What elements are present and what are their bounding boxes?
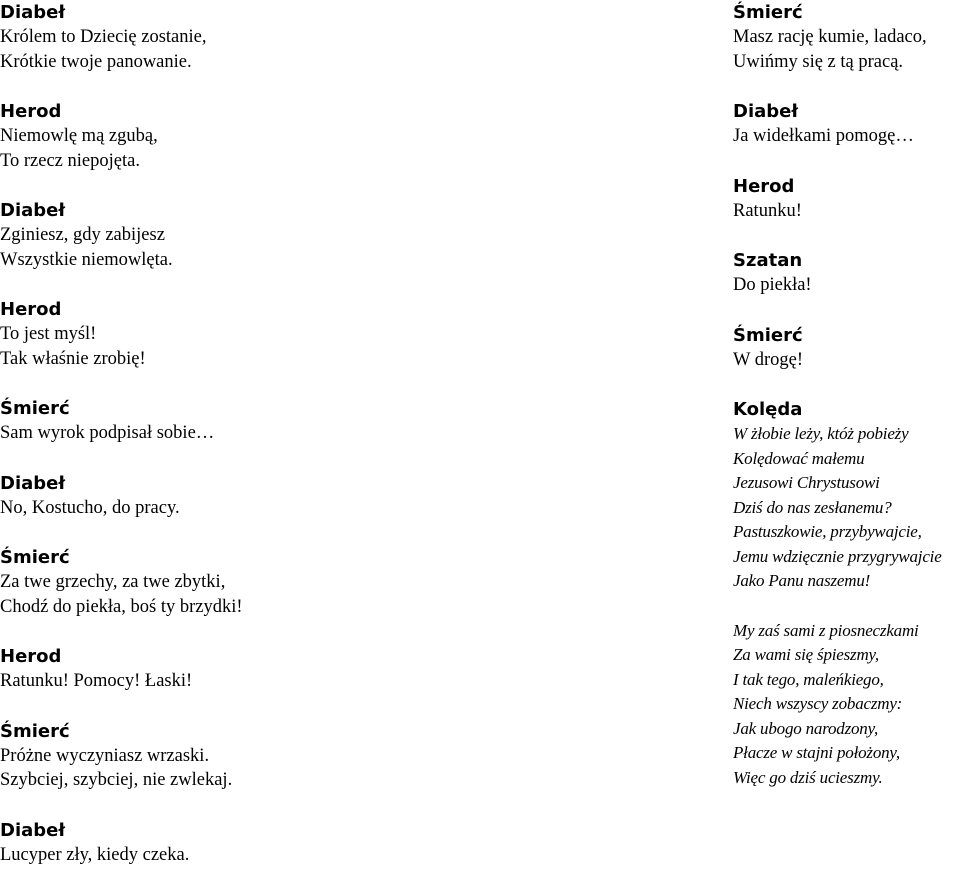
speaker-name: Szatan [733,250,803,271]
dialogue-line: Lucyper zły, kiedy czeka. [0,844,190,865]
speaker-name: Śmierć [733,2,803,23]
carol-line: Niech wszyscy zobaczmy: [733,694,903,713]
dialogue-line: Do piekła! [733,275,812,295]
speaker-name: Diabeł [0,2,66,23]
dialogue-line: Ja widełkami pomogę… [733,126,914,146]
carol-line: My zaś sami z piosneczkami [733,620,919,640]
dialogue-line: To jest myśl! [0,324,97,344]
left-column [0,0,460,867]
dialogue-block [733,248,960,298]
dialogue-line: Uwińmy się z tą pracą. [733,51,904,72]
carol-line: Dziś do nas zesłanemu? [733,497,892,517]
dialogue-block [0,644,460,694]
speaker-name: Diabeł [733,101,799,122]
speaker-name: Diabeł [0,819,66,841]
dialogue-block [733,323,960,373]
dialogue-line: W drogę! [733,349,804,370]
dialogue-block [0,818,460,868]
speaker-name: Śmierć [0,720,70,742]
dialogue-line: Niemowlę mą zgubą, [0,126,158,146]
carol-line: Pastuszkowie, przybywajcie, [733,522,922,541]
dialogue-line: Zginiesz, gdy zabijesz [0,225,165,245]
dialogue-line: Królem to Dziecię zostanie, [0,27,207,47]
carol-line: Więc go dziś ucieszmy. [733,767,883,787]
dialogue-line: Wszystkie niemowlęta. [0,249,173,270]
carol-line: Jezusowi Chrystusowi [733,473,880,492]
carol-line: I tak tego, maleńkiego, [733,669,884,689]
carol-line: Kolędować małemu [733,448,865,468]
dialogue-line: No, Kostucho, do pracy. [0,497,180,518]
speaker-name: Herod [0,299,62,320]
dialogue-block [733,174,960,224]
dialogue-block [0,0,460,74]
right-column [733,0,960,790]
dialogue-block [0,545,460,619]
dialogue-block [0,297,460,371]
carol-line: W żłobie leży, któż pobieży [733,424,909,443]
dialogue-block [0,471,460,521]
carol-line: Płacze w stajni położony, [733,743,900,762]
dialogue-line: Próżne wyczyniasz wrzaski. [0,745,210,766]
dialogue-block [0,99,460,173]
speaker-name: Diabeł [0,200,66,221]
dialogue-block [0,396,460,446]
dialogue-line: Sam wyrok podpisał sobie… [0,423,215,443]
dialogue-block [733,0,960,74]
speaker-name: Śmierć [733,324,803,346]
dialogue-line: Szybciej, szybciej, nie zwlekaj. [0,770,233,790]
dialogue-block [0,198,460,272]
carol-line: Jemu wdzięcznie przygrywajcie [733,546,942,566]
dialogue-block [0,719,460,793]
dialogue-line: To rzecz niepojęta. [0,150,140,171]
dialogue-line: Za twe grzechy, za twe zbytki, [0,572,226,592]
speaker-name: Śmierć [0,547,70,568]
dialogue-block [733,99,960,149]
speaker-name: Herod [0,101,62,122]
dialogue-line: Ratunku! Pomocy! Łaski! [0,671,193,691]
carol-line: Jak ubogo narodzony, [733,718,879,738]
speaker-name: Diabeł [0,472,66,494]
dialogue-line: Krótkie twoje panowanie. [0,51,192,72]
speaker-name: Śmierć [0,398,70,419]
dialogue-line: Chodź do piekła, boś ty brzydki! [0,596,243,617]
carol-line: Za wami się śpieszmy, [733,645,879,664]
dialogue-line: Tak właśnie zrobię! [0,348,146,369]
dialogue-line: Masz rację kumie, ladaco, [733,27,927,47]
carol-line: Jako Panu naszemu! [733,571,871,590]
dialogue-line: Ratunku! [733,200,802,221]
speaker-name: Herod [0,646,62,667]
carol-block [733,397,960,790]
speaker-name: Herod [733,175,795,197]
speaker-name: Kolęda [733,399,803,420]
